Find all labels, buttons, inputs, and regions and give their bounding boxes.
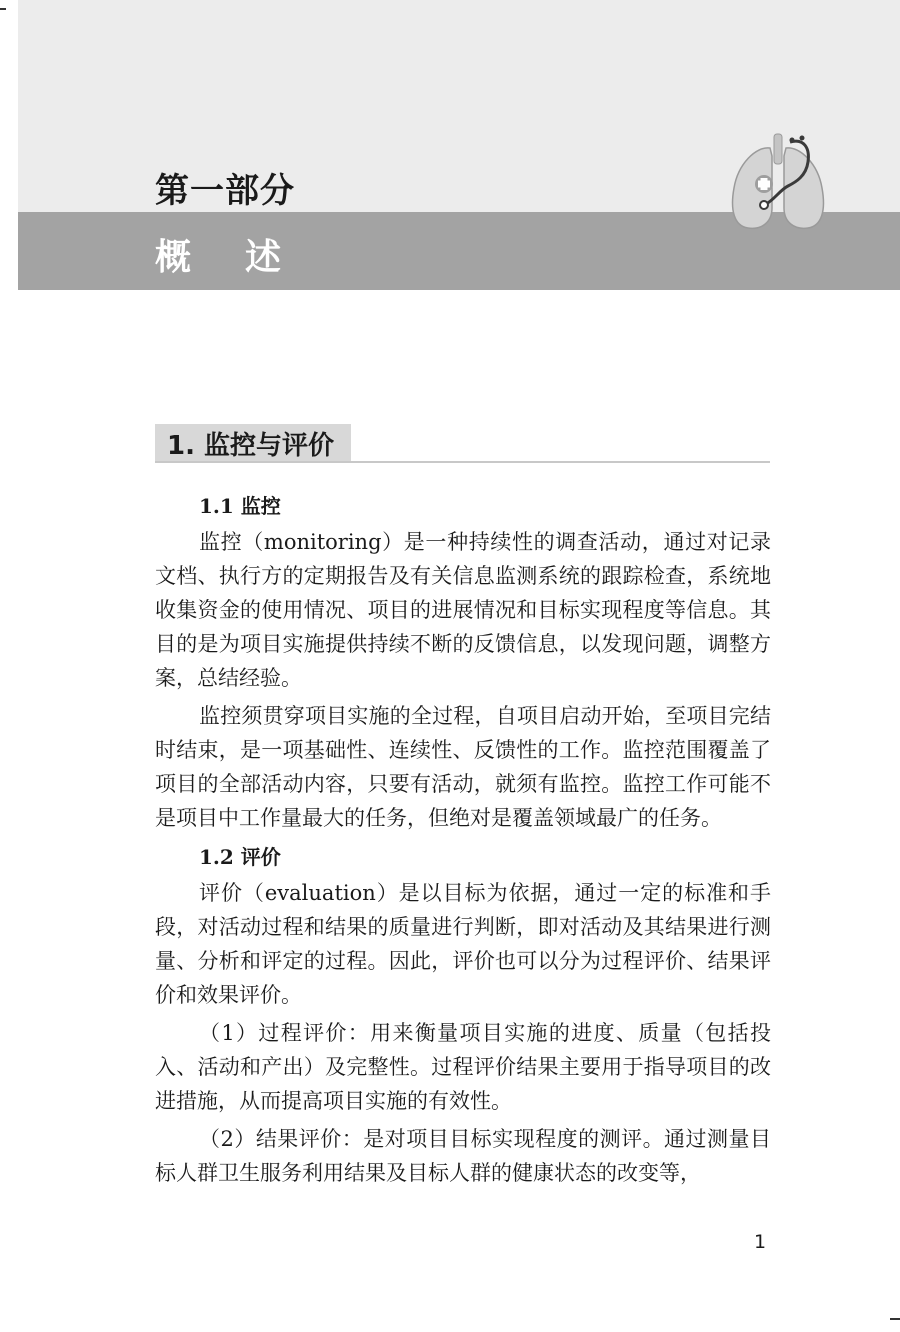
paragraph-monitoring-scope: 监控须贯穿项目实施的全过程，自项目启动开始，至项目完结时结束，是一项基础性、连续性、反馈性的工作。监控范围覆盖了项目的全部活动内容，只要有活动，就须有监控。监控工作可能不是项目中工作量最大的任务，但绝对是覆盖领域最广的任务。 bbox=[155, 704, 771, 830]
body-content bbox=[155, 488, 771, 1194]
lung-stethoscope-icon bbox=[722, 128, 834, 240]
page-number: 1 bbox=[754, 1231, 767, 1253]
subheading-evaluation: 1.2 评价 bbox=[199, 845, 281, 869]
paragraph-monitoring-definition: 监控（monitoring）是一种持续性的调查活动，通过对记录文档、执行方的定期报告及有关信息监测系统的跟踪检查，系统地收集资金的使用情况、项目的进展情况和目标实现程度等信息。其目的是为项目实施提供持续不断的反馈信息，以发现问题，调整方案，总结经验。 bbox=[155, 530, 771, 690]
part-title: 概述 bbox=[155, 236, 336, 278]
crop-mark-bottom-right bbox=[890, 1318, 900, 1320]
section-heading-text: 1. 监控与评价 bbox=[167, 431, 335, 461]
paragraph-outcome-evaluation: （2）结果评价：是对项目目标实现程度的测评。通过测量目标人群卫生服务利用结果及目标人群的健康状态的改变等， bbox=[155, 1127, 771, 1185]
crop-mark-left-top bbox=[0, 8, 6, 10]
section-heading bbox=[155, 424, 770, 463]
paragraph-evaluation-definition: 评价（evaluation）是以目标为依据，通过一定的标准和手段，对活动过程和结果的质量进行判断，即对活动及其结果进行测量、分析和评定的过程。因此，评价也可以分为过程评价、结果评价和效果评价。 bbox=[155, 881, 771, 1007]
paragraph-process-evaluation: （1）过程评价：用来衡量项目实施的进度、质量（包括投入、活动和产出）及完整性。过程评价结果主要用于指导项目的改进措施，从而提高项目实施的有效性。 bbox=[155, 1021, 771, 1113]
part-label: 第一部分 bbox=[155, 171, 295, 211]
subheading-monitoring: 1.1 监控 bbox=[199, 494, 281, 518]
